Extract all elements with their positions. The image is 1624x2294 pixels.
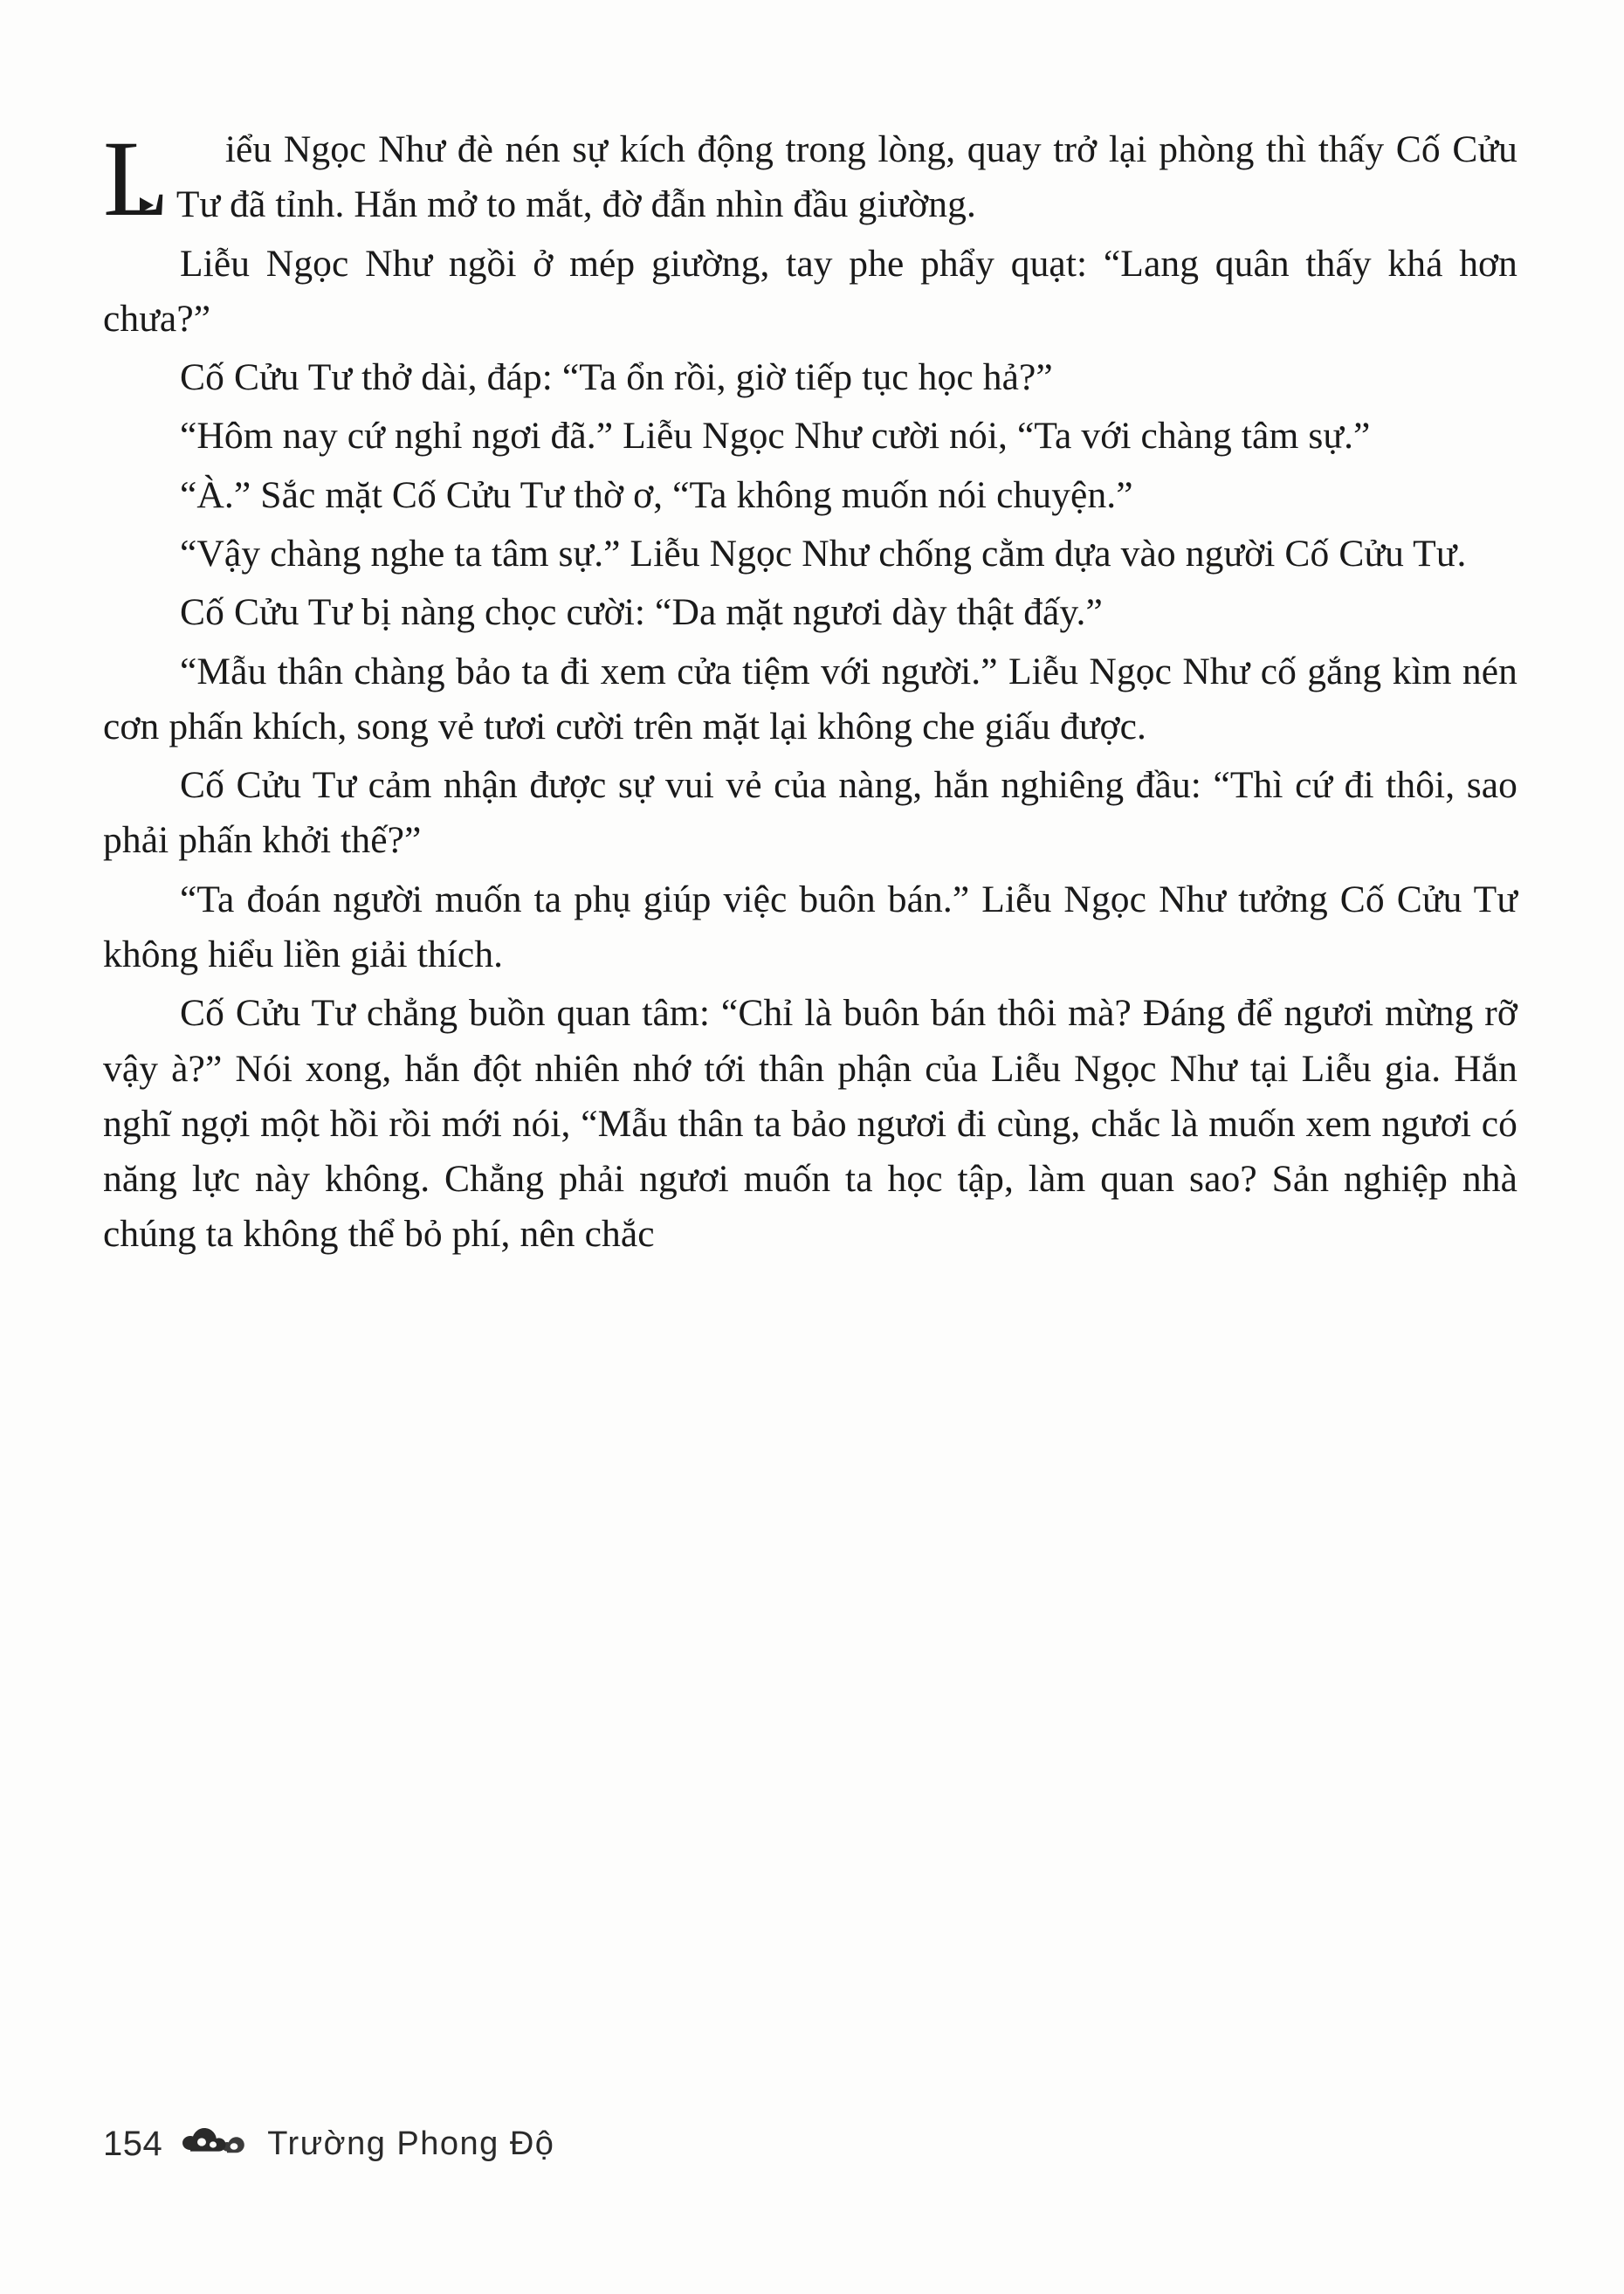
paragraph-text: “Hôm nay cứ nghỉ ngơi đã.” Liễu Ngọc Như cười nói, “Ta với chàng tâm sự.”: [180, 415, 1371, 458]
drop-cap-letter: L: [103, 119, 169, 238]
body-text-column: [103, 119, 1517, 1266]
paragraph-2: [103, 237, 1517, 348]
paragraph-4: [103, 409, 1517, 464]
paragraph-10: [103, 872, 1517, 983]
paragraph-9: [103, 758, 1517, 869]
paragraph-text: Cố Cửu Tư cảm nhận được sự vui vẻ của nàng, hắn nghiêng đầu: “Thì cứ đi thôi, sao phải phấn khởi thế?”: [103, 764, 1517, 862]
paragraph-7: [103, 585, 1517, 640]
paragraph-8: [103, 644, 1517, 755]
running-title: Trường Phong Độ: [267, 2125, 555, 2162]
paragraph-11: [103, 986, 1517, 1262]
paragraph-5: [103, 468, 1517, 523]
paragraph-1: [103, 119, 1517, 238]
page-number: 154: [103, 2125, 163, 2163]
paragraph-6: [103, 527, 1517, 582]
dropcap-ornament: [140, 197, 154, 213]
paragraph-text: Liễu Ngọc Như ngồi ở mép giường, tay phe phẩy quạt: “Lang quân thấy khá hơn chưa?”: [103, 242, 1517, 340]
paragraph-text: Cố Cửu Tư bị nàng chọc cười: “Da mặt ngươi dày thật đấy.”: [180, 591, 1103, 634]
paragraph-3: [103, 350, 1517, 405]
paragraph-text: iểu Ngọc Như đè nén sự kích động trong lòng, quay trở lại phòng thì thấy Cố Cửu Tư đã tỉnh. Hắn mở to mắt, đờ đẫn nhìn đầu giường.: [175, 128, 1517, 226]
cloud-ornament-icon: [182, 2124, 248, 2165]
paragraph-text: Cố Cửu Tư thở dài, đáp: “Ta ổn rồi, giờ tiếp tục học hả?”: [180, 356, 1053, 399]
paragraph-text: “Ta đoán người muốn ta phụ giúp việc buôn bán.” Liễu Ngọc Như tưởng Cố Cửu Tư không hiểu liền giải thích.: [103, 878, 1517, 975]
paragraph-text: Cố Cửu Tư chẳng buồn quan tâm: “Chỉ là buôn bán thôi mà? Đáng để ngươi mừng rỡ vậy à?” Nói xong, hắn đột nhiên nhớ tới thân phận của Liễu Ngọc Như tại Liễu gia. Hắn nghĩ ngợi một hồi rồi mới nói, “Mẫu thân ta bảo ngươi đi cùng, chắc là muốn xem ngươi có năng lực này không. Chẳng phải ngươi muốn ta học tập, làm quan sao? Sản nghiệp nhà chúng ta không thể bỏ phí, nên chắc: [103, 992, 1517, 1256]
paragraph-text: “À.” Sắc mặt Cố Cửu Tư thờ ơ, “Ta không muốn nói chuyện.”: [180, 473, 1133, 516]
page-footer: [103, 2124, 554, 2165]
paragraph-text: “Vậy chàng nghe ta tâm sự.” Liễu Ngọc Như chống cằm dựa vào người Cố Cửu Tư.: [180, 532, 1467, 575]
paragraph-text: “Mẫu thân chàng bảo ta đi xem cửa tiệm với người.” Liễu Ngọc Như cố gắng kìm nén cơn phấn khích, song vẻ tươi cười trên mặt lại không che giấu được.: [103, 650, 1517, 747]
